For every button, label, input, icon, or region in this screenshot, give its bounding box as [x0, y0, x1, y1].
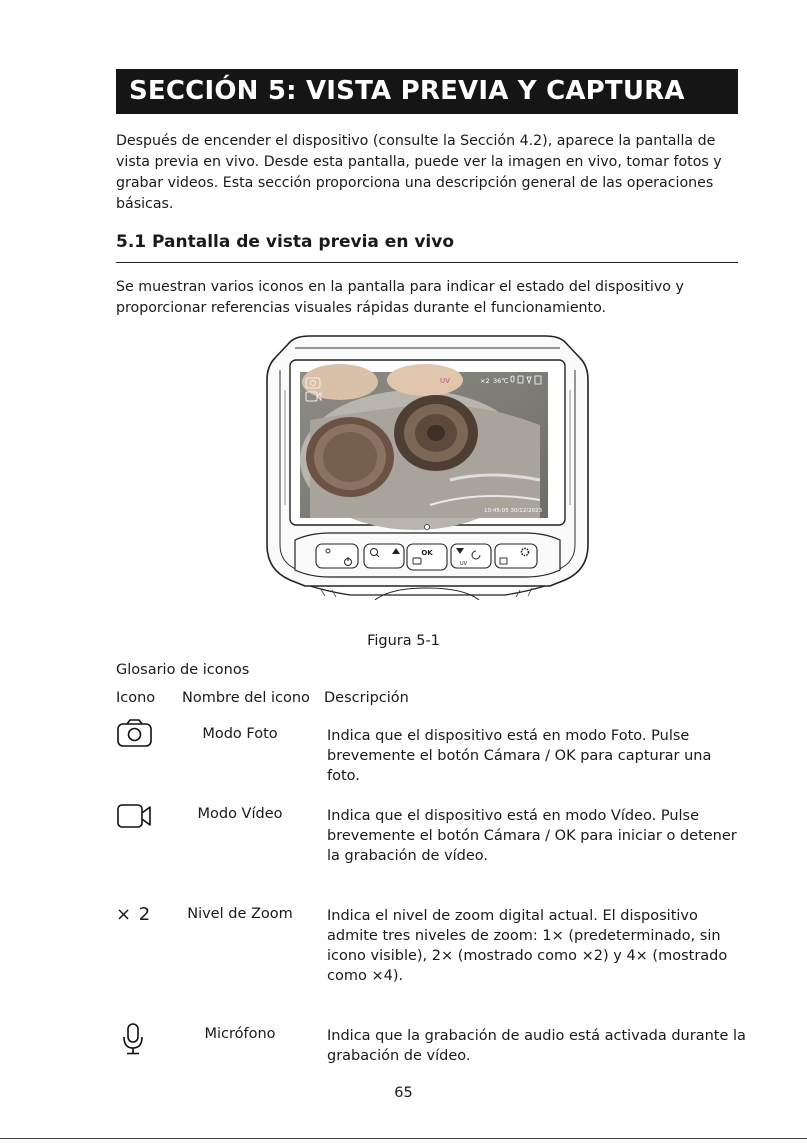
camera-ok-button	[407, 544, 447, 570]
section-title: SECCIÓN 5: VISTA PREVIA Y CAPTURA	[116, 69, 738, 114]
glossary-desc-mic: Indica que la grabación de audio está activada durante la grabación de vídeo.	[327, 1028, 746, 1064]
glossary-name-photo: Modo Foto	[202, 726, 278, 742]
microphone-icon	[120, 1022, 146, 1056]
header-name: Nombre del icono	[182, 690, 310, 706]
glossary-desc-zoom: Indica el nivel de zoom digital actual. El dispositivo admite tres niveles de zoom: 1× (predeterminado, sin icono visible), 2× (mostrado como ×2) y 4× (mostrado como ×4).	[327, 908, 728, 984]
section-intro: Después de encender el dispositivo (consulte la Sección 4.2), aparece la pantalla de vista previa en vivo. Desde esta pantalla, puede ver la imagen en vivo, tomar fotos y grabar videos. Esta sección proporciona una descripción general de las operaciones básicas.	[116, 133, 722, 212]
glossary-desc-photo: Indica que el dispositivo está en modo Foto. Pulse brevemente el botón Cámara / OK para capturar una foto.	[327, 728, 712, 784]
playback-settings-button	[495, 544, 537, 568]
page-bottom-border	[0, 1138, 807, 1139]
subsection-title: 5.1 Pantalla de vista previa en vivo	[116, 232, 455, 252]
uv-indicator: UV	[440, 377, 450, 385]
header-icon: Icono	[116, 690, 156, 706]
figure-caption: Figura 5-1	[367, 633, 440, 649]
camera-icon	[116, 718, 154, 748]
glossary-name-mic: Micrófono	[204, 1026, 276, 1042]
glossary-desc-video: Indica que el dispositivo está en modo Vídeo. Pulse brevemente el botón Cámara / OK para iniciar o detener la grabación de vídeo.	[327, 808, 737, 864]
timestamp: 10:45:05 30/12/2023	[484, 508, 543, 514]
glossary-row-video	[116, 802, 156, 834]
subsection-rule	[116, 262, 738, 263]
glossary-row-mic	[120, 1022, 146, 1060]
zoom-indicator: ×2	[480, 377, 490, 385]
temperature-indicator: 36℃	[493, 377, 509, 385]
svg-text:UV: UV	[460, 561, 468, 567]
glossary-title: Glosario de iconos	[116, 662, 250, 678]
power-light-button	[316, 544, 358, 568]
glossary-name-video: Modo Vídeo	[197, 806, 283, 822]
glossary-row-photo	[116, 718, 154, 752]
video-camera-icon	[116, 802, 156, 830]
glossary-name-zoom: Nivel de Zoom	[187, 906, 293, 922]
header-description: Descripción	[324, 690, 409, 706]
subsection-intro: Se muestran varios iconos en la pantalla para indicar el estado del dispositivo y proporcionar referencias visuales rápidas durante el funcionamiento.	[116, 279, 684, 316]
device-illustration	[250, 330, 605, 600]
zoom-up-button	[364, 544, 404, 568]
zoom-level-icon: × 2	[116, 904, 152, 925]
page-number: 65	[394, 1085, 413, 1101]
down-uv-button	[451, 544, 491, 568]
svg-text:OK: OK	[421, 549, 433, 557]
